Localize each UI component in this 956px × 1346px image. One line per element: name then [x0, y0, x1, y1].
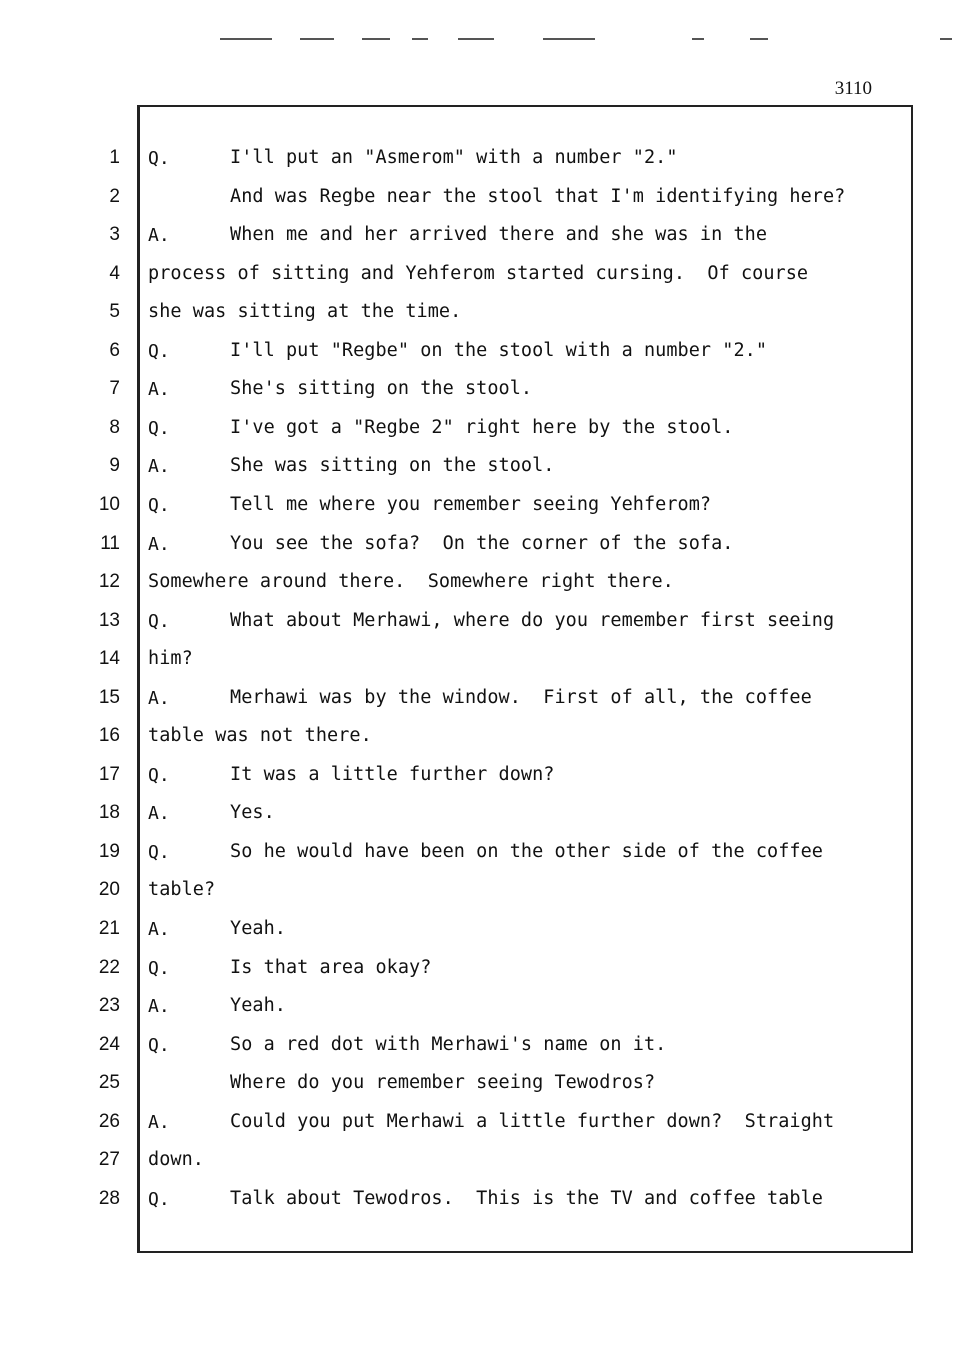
transcript-line [0, 645, 956, 675]
transcript-line [0, 722, 956, 752]
speaker-label: A. [148, 919, 170, 940]
transcript-line [0, 876, 956, 906]
line-number: 15 [98, 686, 120, 708]
transcript-line [0, 761, 956, 791]
line-number: 26 [98, 1110, 120, 1132]
transcript-line [0, 954, 956, 984]
line-text: When me and her arrived there and she was in the [230, 224, 768, 246]
scan-mark [940, 38, 952, 40]
line-number: 18 [98, 802, 120, 824]
speaker-label: A. [148, 687, 170, 709]
line-text: Tell me where you remember seeing Yehferom? [230, 493, 712, 515]
line-text: So a red dot with Merhawi's name on it. [230, 1033, 667, 1055]
transcript-line [0, 337, 956, 367]
scan-mark [750, 38, 768, 40]
line-number: 21 [98, 918, 120, 939]
line-number: 6 [109, 339, 120, 361]
speaker-label: Q. [148, 841, 170, 863]
line-text: process of sitting and Yehferom started cursing. Of course [148, 262, 809, 284]
line-number: 9 [109, 455, 120, 477]
speaker-label: A. [148, 803, 170, 825]
speaker-label: Q. [148, 148, 170, 169]
speaker-label: Q. [148, 340, 170, 362]
transcript-line [0, 221, 956, 251]
speaker-label: A. [148, 379, 170, 401]
transcript-line [0, 452, 956, 482]
line-number: 22 [98, 956, 120, 978]
transcript-line [0, 491, 956, 521]
line-number: 11 [100, 532, 120, 554]
line-number: 23 [98, 995, 120, 1017]
transcript-line [0, 530, 956, 560]
line-number: 17 [98, 763, 120, 785]
transcript-line [0, 1069, 956, 1099]
transcript-line [0, 1031, 956, 1061]
line-text: down. [148, 1149, 204, 1171]
transcript-line [0, 607, 956, 637]
line-number: 25 [98, 1072, 120, 1094]
transcript-line [0, 183, 956, 213]
speaker-label: A. [148, 996, 170, 1018]
speaker-label: Q. [148, 1188, 170, 1210]
line-text: table was not there. [148, 725, 372, 747]
transcript-line [0, 414, 956, 444]
line-text: him? [148, 648, 193, 670]
transcript-line [0, 684, 956, 714]
line-number: 19 [98, 840, 120, 862]
speaker-label: Q. [148, 610, 170, 632]
speaker-label: Q. [148, 417, 170, 439]
line-number: 16 [98, 725, 120, 747]
line-text: So he would have been on the other side of the coffee [230, 840, 823, 862]
line-number: 4 [109, 262, 120, 284]
transcript-line [0, 799, 956, 829]
line-text: It was a little further down? [230, 763, 555, 785]
speaker-label: A. [148, 533, 170, 555]
transcript-line [0, 568, 956, 598]
scan-mark [220, 38, 272, 40]
line-number: 3 [109, 224, 120, 246]
transcript-line [0, 260, 956, 290]
line-text: Yes. [230, 802, 275, 824]
transcript-line [0, 838, 956, 868]
line-number: 20 [98, 879, 120, 901]
page-number: 3110 [834, 78, 872, 99]
line-text: Merhawi was by the window. First of all, the coffee [230, 686, 812, 708]
transcript-line [0, 992, 956, 1022]
transcript-line [0, 1185, 956, 1215]
line-number: 7 [109, 378, 120, 400]
line-text: She's sitting on the stool. [230, 378, 533, 400]
line-text: What about Merhawi, where do you remember first seeing [230, 609, 835, 631]
line-number: 14 [98, 648, 120, 670]
line-text: table? [148, 879, 216, 901]
transcript-line [0, 915, 956, 945]
scan-mark [543, 38, 595, 40]
line-text: Yeah. [230, 995, 286, 1017]
transcript-line [0, 1108, 956, 1138]
line-number: 13 [98, 609, 120, 631]
line-number: 10 [98, 493, 120, 515]
scan-mark [458, 38, 494, 40]
line-number: 28 [98, 1187, 120, 1209]
line-number: 8 [109, 416, 120, 438]
scan-mark [692, 38, 704, 40]
line-text: Talk about Tewodros. This is the TV and coffee table [230, 1187, 823, 1209]
line-text: Somewhere around there. Somewhere right there. [148, 571, 674, 593]
line-text: Yeah. [230, 918, 286, 939]
speaker-label: A. [148, 225, 170, 247]
speaker-label: Q. [148, 957, 170, 979]
line-text: I've got a "Regbe 2" right here by the stool. [230, 416, 734, 438]
line-number: 27 [98, 1149, 120, 1171]
scan-mark [300, 38, 334, 40]
transcript-line [0, 298, 956, 328]
line-number: 5 [109, 301, 120, 323]
line-text: And was Regbe near the stool that I'm identifying here? [230, 185, 846, 207]
line-text: I'll put an "Asmerom" with a number "2." [230, 147, 678, 168]
line-text: Could you put Merhawi a little further down? Straight [230, 1110, 835, 1132]
transcript-line [0, 144, 956, 174]
line-number: 12 [98, 571, 120, 593]
line-text: You see the sofa? On the corner of the sofa. [230, 532, 734, 554]
line-text: I'll put "Regbe" on the stool with a number "2." [230, 339, 768, 361]
line-number: 2 [109, 185, 120, 207]
transcript-line [0, 375, 956, 405]
line-number: 1 [109, 147, 120, 168]
line-text: She was sitting on the stool. [230, 455, 555, 477]
speaker-label: Q. [148, 494, 170, 516]
speaker-label: Q. [148, 1034, 170, 1056]
line-text: Is that area okay? [230, 956, 432, 978]
transcript-line [0, 1146, 956, 1176]
speaker-label: Q. [148, 764, 170, 786]
header-scan-marks [0, 0, 956, 60]
line-number: 24 [98, 1033, 120, 1055]
scan-mark [412, 38, 428, 40]
speaker-label: A. [148, 456, 170, 478]
speaker-label: A. [148, 1111, 170, 1133]
line-text: she was sitting at the time. [148, 301, 462, 323]
scan-mark [362, 38, 390, 40]
line-text: Where do you remember seeing Tewodros? [230, 1072, 656, 1094]
